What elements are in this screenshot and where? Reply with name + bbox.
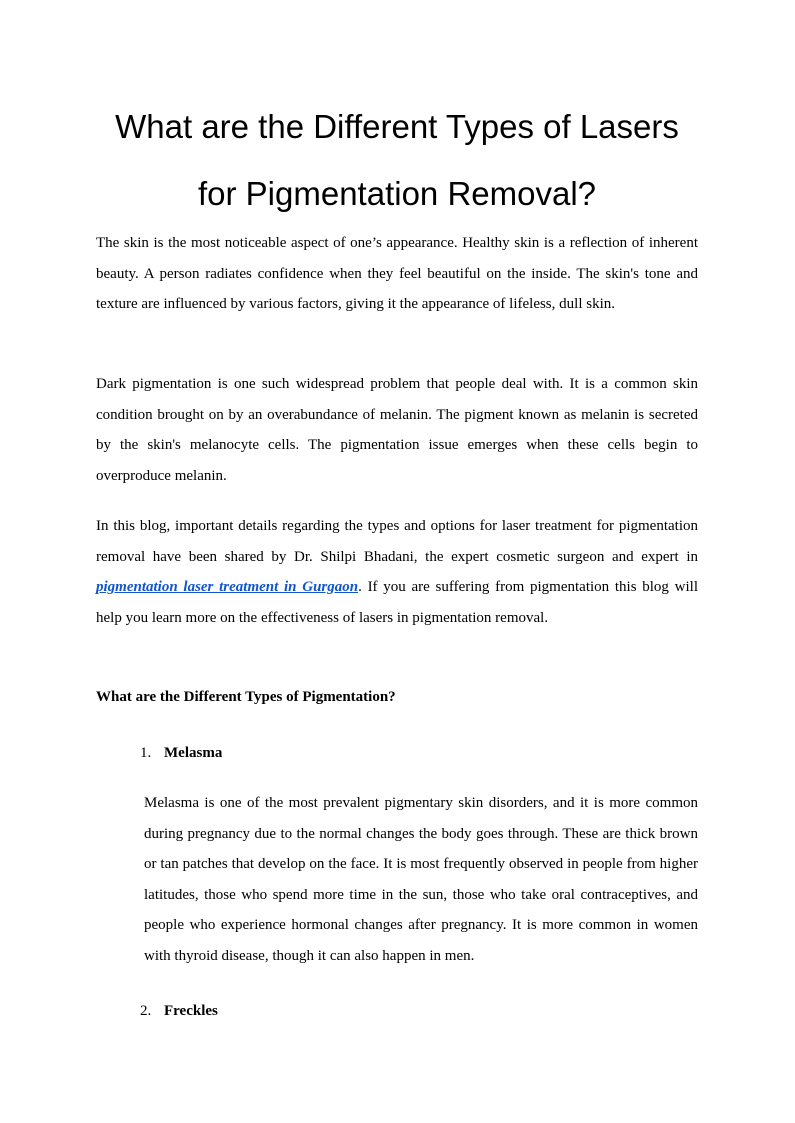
- section-heading: What are the Different Types of Pigmentation?: [96, 689, 396, 705]
- blog-paragraph: [96, 511, 698, 633]
- title-line-2: for Pigmentation Removal?: [197, 175, 597, 212]
- page-title: [96, 93, 698, 227]
- pigmentation-paragraph: Dark pigmentation is one such widespread problem that people deal with. It is a common skin condition brought on by an overabundance of melanin. The pigment known as melanin is secreted by the skin's melanocyte cells. The pigmentation issue emerges when these cells begin to overproduce melanin.: [96, 376, 698, 484]
- intro-paragraph: The skin is the most noticeable aspect of one’s appearance. Healthy skin is a reflection of inherent beauty. A person radiates confidence when they feel beautiful on the inside. The skin's tone and texture are influenced by various factors, giving it the appearance of lifeless, dull skin.: [96, 235, 698, 312]
- blog-text-before: In this blog, important details regarding the types and options for laser treatment for pigmentation removal have been shared by Dr. Shilpi Bhadani, the expert cosmetic surgeon and expert in: [96, 518, 698, 565]
- list-number-2: 2.: [140, 1003, 152, 1019]
- pigmentation-laser-link[interactable]: pigmentation laser treatment in Gurgaon: [96, 579, 359, 595]
- title-line-1: What are the Different Types of Lasers: [115, 108, 679, 145]
- melasma-paragraph: Melasma is one of the most prevalent pigmentary skin disorders, and it is more common during pregnancy due to the normal changes the body goes through. These are thick brown or tan patches that develop on the face. It is most frequently observed in people from higher latitudes, those who spend more time in the sun, those who take oral contraceptives, and people who experience hormonal changes after pregnancy. It is more common in women with thyroid disease, though it can also happen in men.: [144, 795, 698, 964]
- blog-text-after: . If you are suffering from pigmentation this blog will help you learn more on the effectiveness of lasers in pigmentation removal.: [96, 579, 698, 626]
- list-number-1: 1.: [140, 745, 152, 761]
- list-title-melasma: Melasma: [164, 745, 223, 761]
- list-title-freckles: Freckles: [164, 1003, 218, 1019]
